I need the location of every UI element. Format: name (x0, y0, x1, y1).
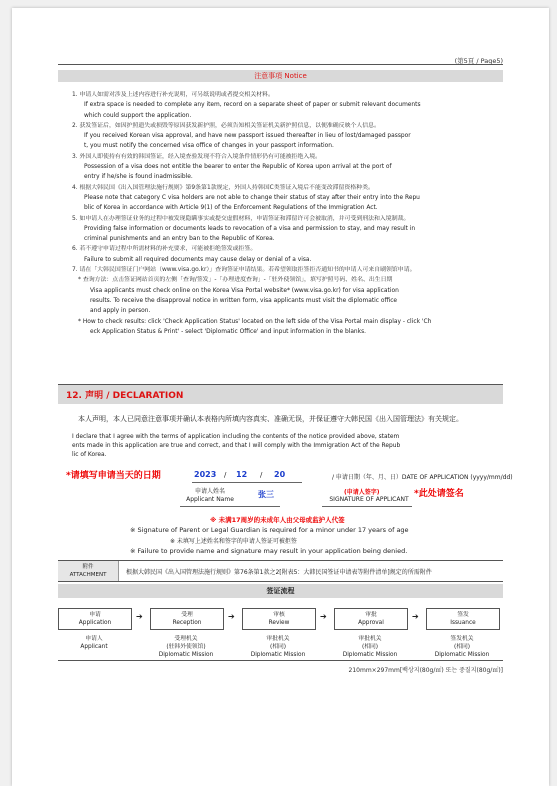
failure-notice: ※ Failure to provide name and signature may result in your application being denied. (130, 547, 408, 555)
applicant-name-label-zh: 申请人姓名 (194, 488, 225, 495)
document-page (12, 8, 549, 786)
actor-line: Applicant (80, 644, 108, 650)
date-separator: / (224, 471, 227, 479)
notice-item-en: entry if he/she is found inadmissible. (84, 174, 193, 181)
attachment-text: 根据大韩民国《出入国管理法施行规则》第76条第1款之2[附表5：大韩民国签证申请表等附件清单]规定的所需附件 (126, 569, 432, 576)
paper-size: 210mm×297mm[백상지(80g/㎡) 또는 중질지(80g/㎡)] (348, 667, 503, 674)
notice-item-en: If you received Korean visa approval, and have new passport issued thereafter in lieu of lost/damaged passpor (84, 133, 411, 140)
notice-subitem-en: results. To receive the disapproval notice in written form, visa applicants must visit the diplomatic office (90, 297, 398, 304)
notice-item (72, 90, 499, 121)
actor-line: (相同) (453, 644, 471, 650)
actor-line: (相同) (361, 644, 379, 650)
declaration-text-zh: 本人声明，本人已同意注意事项并确认本表格内所填内容真实、准确无误，并保证遵守大韩民国《出入国管理法》有关规定。 (78, 415, 463, 423)
declaration-line: lic of Korea. (72, 452, 107, 458)
process-step-zh: 申请 (89, 612, 101, 618)
attachment-label-zh: 附件 (82, 564, 94, 570)
date-month[interactable]: 12 (236, 470, 248, 479)
attachment-label (58, 561, 119, 581)
declaration-title: 12. 声明 / DECLARATION (66, 391, 184, 401)
notice-item-en: criminal punishments and an entry ban to the Republic of Korea. (84, 236, 275, 243)
notice-item-zh: 4. 根据大韩民国《出入国管理法施行规则》第9条第1款规定，外国人持韩国C类签证入境后不能变改滞留资格种类。 (72, 184, 374, 191)
bottom-rule (58, 660, 503, 661)
arrow-right-icon: ➔ (412, 612, 419, 621)
process-actor (238, 635, 318, 659)
actor-line: (相同) (269, 644, 287, 650)
process-actor (422, 635, 502, 659)
notice-title-en: Notice (284, 72, 307, 80)
process-step-zh: 签发 (457, 612, 469, 618)
notice-item-zh: 6. 若不遵守申请过程中所需材料的补充要求，可能被拒绝签发或拒签。 (72, 246, 257, 253)
applicant-name-label (180, 488, 240, 504)
top-rule (58, 64, 503, 65)
process-actor (330, 635, 410, 659)
actor-line: 审批机关 (266, 636, 290, 642)
notice-subitem-en: eck Application Status & Print' - select 'Diplomatic Office' and input information in the blanks. (90, 328, 367, 335)
actor-line: 审批机关 (358, 636, 382, 642)
process-step-application (58, 608, 132, 630)
attachment-label-en: ATTACHMENT (69, 572, 107, 578)
date-day[interactable]: 20 (274, 470, 286, 479)
notice-item-en: which could support the application. (84, 112, 192, 119)
notice-item (72, 214, 499, 245)
notice-item-en: Failure to submit all required documents may cause delay or denial of a visa. (84, 256, 312, 263)
actor-line: Diplomatic Mission (434, 652, 490, 658)
process-step-reception (150, 608, 224, 630)
signature-label-en: SIGNATURE OF APPLICANT (329, 496, 409, 503)
notice-item (72, 121, 499, 152)
process-actor (146, 635, 226, 659)
signature-label (324, 496, 414, 504)
notice-subitem-zh: * 查询方法：点击签证网站首页的左侧「查询/签发」-「办理进度查询」-「驻外使领馆」，填写护照号码、姓名、出生日期 (78, 277, 393, 284)
signature-underline (322, 506, 412, 507)
notice-item (72, 152, 499, 183)
minor-notice-zh: ※ 未填写上述姓名和签字的申请人签证可被拒签 (170, 538, 297, 545)
arrow-right-icon: ➔ (136, 612, 143, 621)
notice-item-zh: 1. 申请人如需对涉及上述内容进行补充说明，可另纸说明或者提交相关材料。 (72, 92, 274, 98)
applicant-name-underline (180, 506, 280, 507)
notice-item-en: t, you must notify the concerned visa office of changes in your passport information. (84, 143, 334, 150)
declaration-line: ents made in this application are true and correct, and that I will comply with the Immigration Act of the Repub (72, 443, 401, 449)
process-step-en: Application (78, 620, 112, 626)
process-step-review (242, 608, 316, 630)
process-step-en: Review (268, 620, 290, 626)
notice-list (72, 90, 499, 337)
notice-item-en: Please note that category C visa holders are not able to change their status of stay after their entry into the Repu (84, 194, 420, 201)
actor-line: 签发机关 (450, 636, 474, 642)
notice-subitem-zh: * How to check results: click 'Check Application Status' located on the left side of the Visa Portal main display - click 'Ch (78, 318, 432, 325)
notice-item (72, 244, 499, 265)
notice-subitem (72, 317, 499, 338)
process-header: 签证流程 (58, 584, 503, 598)
arrow-right-icon: ➔ (228, 612, 235, 621)
actor-line: Diplomatic Mission (158, 652, 214, 658)
actor-line: (驻韩外使领馆) (166, 644, 206, 650)
notice-item-en: Providing false information or documents leads to revocation of a visa and permission to stay, and may result in (84, 225, 416, 232)
process-step-zh: 审核 (273, 612, 285, 618)
notice-subitem-en: and apply in person. (90, 308, 151, 315)
notice-subitem-en: Visa applicants must check online on the Korea Visa Portal website* (www.visa.go.kr) for visa application (90, 287, 399, 294)
applicant-name-value[interactable]: 张三 (258, 490, 274, 499)
notice-item-zh: 3. 外国人即使持有有效的韩国签证，经入境查验发现不符合入境条件情形仍有可能被拒绝入境。 (72, 153, 322, 160)
date-underline (192, 482, 302, 483)
notice-title-zh: 注意事項 (254, 72, 283, 80)
declaration-line: I declare that I agree with the terms of application including the contents of the notice provided above, statem (72, 434, 400, 440)
notice-item-en: If extra space is needed to complete any item, record on a separate sheet of paper or submit relevant documents (84, 102, 421, 109)
process-step-approval (334, 608, 408, 630)
minor-notice-en: ※ Signature of Parent or Legal Guardian is required for a minor under 17 years of age (130, 526, 409, 534)
sign-here-annotation: *此处请签名 (414, 489, 464, 499)
date-year[interactable]: 2023 (194, 470, 217, 479)
applicant-name-label-en: Applicant Name (186, 496, 234, 503)
date-label: / 申请日期（年、月、日）DATE OF APPLICATION (yyyy/mm/dd) (332, 474, 513, 481)
actor-line: 申请人 (85, 636, 103, 642)
process-step-en: Reception (172, 620, 202, 626)
notice-item-zh: 7. 请在「大韩民国签证门户网站（www.visa.go.kr）」查询签证申请结果。若希望领取拒签拒否通知书的申请人可来自刷领馆申请。 (72, 267, 416, 274)
page-number: (第5頁 / Page5) (454, 57, 503, 65)
date-separator: / (260, 471, 263, 479)
notice-item (72, 265, 499, 275)
notice-item-zh: 2. 获发签证后，如因护照遗失或损毁等原因获发新护照，必须告知相关签证机关新护照信息，以便准确反映个人信息。 (72, 122, 380, 129)
process-actor (54, 635, 134, 651)
process-step-en: Approval (358, 620, 384, 626)
actor-line: 受理机关 (174, 636, 198, 642)
process-step-zh: 受理 (181, 612, 193, 618)
declaration-text-en (72, 433, 499, 460)
notice-header (58, 70, 503, 82)
notice-item-en: Possession of a visa does not entitle the bearer to enter the Republic of Korea upon arrival at the port of (84, 164, 392, 171)
signature-stamp: (申请人签字) (344, 489, 380, 496)
notice-item (72, 183, 499, 214)
actor-line: Diplomatic Mission (250, 652, 306, 658)
fill-date-annotation: *请填写申请当天的日期 (66, 471, 161, 481)
declaration-header (58, 384, 503, 404)
arrow-right-icon: ➔ (320, 612, 327, 621)
notice-subitem (72, 275, 499, 316)
notice-item-en: blic of Korea in accordance with Article 9(1) of the Enforcement Regulations of the Immigration Act. (84, 205, 378, 212)
minor-notice-zh-red: ※ 未满17周岁的未成年人由父母或监护人代签 (210, 516, 345, 524)
process-step-zh: 审批 (365, 612, 377, 618)
notice-item-zh: 5. 如申请人在办理签证业务的过程中被发现隐瞒事实或提交虚假材料，申请签证和滞留许可会被取消，并可受到刑法和入境制裁。 (72, 215, 410, 222)
attachment-row (58, 560, 503, 582)
process-step-issuance (426, 608, 500, 630)
process-step-en: Issuance (450, 620, 476, 626)
actor-line: Diplomatic Mission (342, 652, 398, 658)
